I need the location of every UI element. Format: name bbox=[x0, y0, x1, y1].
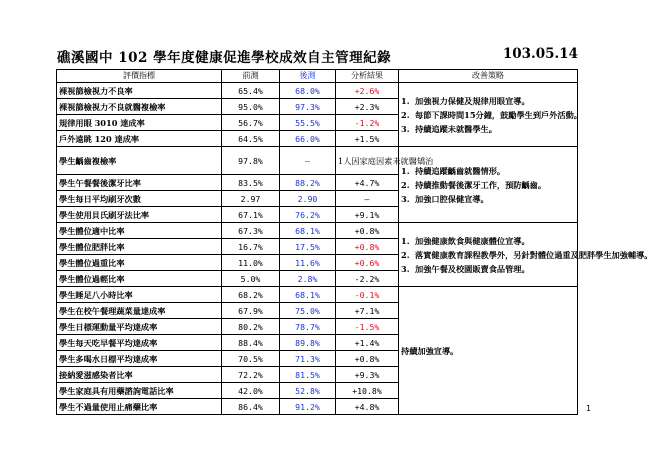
page-number: 1 bbox=[586, 404, 592, 413]
page-title: 礁溪國中 102 學年度健康促進學校成效自主管理紀錄 bbox=[57, 50, 392, 66]
strategy-item bbox=[401, 262, 575, 276]
posttest-cell: — bbox=[280, 147, 336, 175]
strategy-item bbox=[401, 94, 575, 108]
table-row bbox=[57, 223, 578, 239]
posttest-cell: 81.5% bbox=[280, 367, 336, 383]
indicator-cell: 學生日標運動量平均達成率 bbox=[57, 319, 222, 335]
table-row bbox=[57, 287, 578, 303]
indicator-cell: 接納愛滋感染者比率 bbox=[57, 367, 222, 383]
analysis-cell: +2.6% bbox=[336, 83, 399, 99]
posttest-cell: 68.1% bbox=[280, 223, 336, 239]
indicator-cell: 學生齲齒複檢率 bbox=[57, 147, 222, 175]
posttest-cell: 66.0% bbox=[280, 131, 336, 147]
analysis-cell: +7.1% bbox=[336, 303, 399, 319]
strategy-text: 每節下課時間15分鐘，鼓勵學生到戶外活動。 bbox=[415, 109, 582, 120]
strategy-item bbox=[401, 108, 582, 122]
analysis-cell: +0.8% bbox=[336, 351, 399, 367]
pretest-cell: 83.5% bbox=[222, 175, 280, 191]
analysis-cell: +10.8% bbox=[336, 383, 399, 399]
strategy-item bbox=[401, 192, 575, 206]
indicator-cell: 學生每天吃早餐平均達成率 bbox=[57, 335, 222, 351]
analysis-cell: -0.1% bbox=[336, 287, 399, 303]
pretest-cell: 95.0% bbox=[222, 99, 280, 115]
posttest-cell: 2.90 bbox=[280, 191, 336, 207]
analysis-cell: — bbox=[336, 191, 399, 207]
posttest-cell: 89.8% bbox=[280, 335, 336, 351]
indicator-cell: 學生在校午餐理蔬菜量達成率 bbox=[57, 303, 222, 319]
strategy-text: 加強視力保健及規律用眼宣導。 bbox=[415, 95, 530, 106]
strategy-number: 2. bbox=[401, 179, 410, 190]
posttest-cell: 91.2% bbox=[280, 399, 336, 415]
strategy-text: 落實健康教育課程教學外，另針對體位過重及肥胖學生加強輔導。 bbox=[415, 249, 652, 260]
posttest-cell: 52.8% bbox=[280, 383, 336, 399]
indicator-cell: 學生使用貝氏刷牙法比率 bbox=[57, 207, 222, 223]
posttest-cell: 75.0% bbox=[280, 303, 336, 319]
strategy-number: 3. bbox=[401, 123, 410, 134]
pretest-cell: 11.0% bbox=[222, 255, 280, 271]
pretest-cell: 16.7% bbox=[222, 239, 280, 255]
strategy-number: 2. bbox=[401, 249, 410, 260]
posttest-cell: 11.6% bbox=[280, 255, 336, 271]
strategy-number: 1. bbox=[401, 165, 410, 176]
analysis-cell: -2.2% bbox=[336, 271, 399, 287]
posttest-cell: 17.5% bbox=[280, 239, 336, 255]
page-date: 103.05.14 bbox=[502, 46, 578, 62]
indicator-cell: 學生體位過重比率 bbox=[57, 255, 222, 271]
strategy-number: 2. bbox=[401, 109, 410, 120]
pretest-cell: 67.3% bbox=[222, 223, 280, 239]
pretest-cell: 42.0% bbox=[222, 383, 280, 399]
indicator-cell: 學生每日平均刷牙次數 bbox=[57, 191, 222, 207]
indicator-cell: 學生午餐餐後潔牙比率 bbox=[57, 175, 222, 191]
strategy-item bbox=[401, 178, 575, 192]
pretest-cell: 86.4% bbox=[222, 399, 280, 415]
analysis-cell: +2.3% bbox=[336, 99, 399, 115]
analysis-cell: +1.4% bbox=[336, 335, 399, 351]
strategy-item bbox=[401, 344, 575, 358]
pretest-cell: 80.2% bbox=[222, 319, 280, 335]
indicator-cell: 規律用眼 3010 達成率 bbox=[57, 115, 222, 131]
pretest-cell: 2.97 bbox=[222, 191, 280, 207]
table-body bbox=[57, 83, 652, 415]
strategy-number: 1. bbox=[401, 95, 410, 106]
pretest-cell: 65.4% bbox=[222, 83, 280, 99]
indicator-cell: 學生體位肥胖比率 bbox=[57, 239, 222, 255]
posttest-cell: 78.7% bbox=[280, 319, 336, 335]
analysis-cell: +0.8% bbox=[336, 239, 399, 255]
posttest-cell: 2.8% bbox=[280, 271, 336, 287]
posttest-cell: 68.0% bbox=[280, 83, 336, 99]
strategy-item bbox=[401, 234, 575, 248]
indicator-cell: 學生體位適中比率 bbox=[57, 223, 222, 239]
analysis-cell: +1.5% bbox=[336, 131, 399, 147]
analysis-cell: -1.2% bbox=[336, 115, 399, 131]
indicator-cell: 戶外遠眺 120 達成率 bbox=[57, 131, 222, 147]
header-posttest: 後測 bbox=[280, 70, 336, 83]
strategy-text: 持續追蹤齲齒就醫情形。 bbox=[415, 165, 506, 176]
header-analysis: 分析結果 bbox=[336, 70, 399, 83]
analysis-cell: -1.5% bbox=[336, 319, 399, 335]
posttest-cell: 76.2% bbox=[280, 207, 336, 223]
analysis-cell: +0.6% bbox=[336, 255, 399, 271]
strategy-number: 3. bbox=[401, 263, 410, 274]
strategy-item bbox=[401, 122, 575, 136]
strategy-text: 持續追蹤未就醫學生。 bbox=[415, 123, 497, 134]
strategy-item bbox=[401, 164, 575, 178]
strategy-text: 持續推動餐後潔牙工作，預防齲齒。 bbox=[415, 179, 547, 190]
strategy-number: 3. bbox=[401, 193, 410, 204]
strategy-cell bbox=[399, 83, 582, 147]
strategy-text: 持續加強宣導。 bbox=[401, 345, 459, 356]
pretest-cell: 72.2% bbox=[222, 367, 280, 383]
indicator-cell: 學生不過量使用止痛藥比率 bbox=[57, 399, 222, 415]
posttest-cell: 88.2% bbox=[280, 175, 336, 191]
evaluation-table bbox=[56, 69, 652, 415]
pretest-cell: 64.5% bbox=[222, 131, 280, 147]
pretest-cell: 68.2% bbox=[222, 287, 280, 303]
posttest-cell: 71.3% bbox=[280, 351, 336, 367]
header-strategy: 改善策略 bbox=[399, 70, 578, 83]
indicator-cell: 學生體位過輕比率 bbox=[57, 271, 222, 287]
analysis-cell: +0.8% bbox=[336, 223, 399, 239]
posttest-cell: 97.3% bbox=[280, 99, 336, 115]
pretest-cell: 67.9% bbox=[222, 303, 280, 319]
pretest-cell: 56.7% bbox=[222, 115, 280, 131]
analysis-cell: +4.7% bbox=[336, 175, 399, 191]
pretest-cell: 88.4% bbox=[222, 335, 280, 351]
indicator-cell: 學生睡足八小時比率 bbox=[57, 287, 222, 303]
table-header-row bbox=[57, 70, 578, 83]
posttest-cell: 55.5% bbox=[280, 115, 336, 131]
analysis-cell: +9.1% bbox=[336, 207, 399, 223]
indicator-cell: 學生家庭具有用藥諮詢電話比率 bbox=[57, 383, 222, 399]
indicator-cell: 學生多喝水日標平均達成率 bbox=[57, 351, 222, 367]
analysis-cell: +9.3% bbox=[336, 367, 399, 383]
indicator-cell: 裸視篩檢視力不良就醫複檢率 bbox=[57, 99, 222, 115]
strategy-text: 加強健康飲食與健康體位宣導。 bbox=[415, 235, 530, 246]
posttest-cell: 68.1% bbox=[280, 287, 336, 303]
pretest-cell: 97.8% bbox=[222, 147, 280, 175]
table-row bbox=[57, 83, 578, 99]
indicator-cell: 裸視篩檢視力不良率 bbox=[57, 83, 222, 99]
header-indicator: 評價指標 bbox=[57, 70, 222, 83]
strategy-text: 加強午餐及校園販賣食品管理。 bbox=[415, 263, 530, 274]
header-pretest: 前測 bbox=[222, 70, 280, 83]
pretest-cell: 5.0% bbox=[222, 271, 280, 287]
strategy-text: 加強口腔保健宣導。 bbox=[415, 193, 489, 204]
strategy-item bbox=[401, 248, 652, 262]
pretest-cell: 67.1% bbox=[222, 207, 280, 223]
pretest-cell: 70.5% bbox=[222, 351, 280, 367]
analysis-cell: +4.8% bbox=[336, 399, 399, 415]
strategy-cell bbox=[399, 287, 578, 415]
table-row bbox=[57, 147, 578, 175]
strategy-number: 1. bbox=[401, 235, 410, 246]
strategy-cell bbox=[399, 223, 652, 287]
analysis-cell: 1人因家庭因素未就醫矯治 bbox=[336, 147, 399, 175]
